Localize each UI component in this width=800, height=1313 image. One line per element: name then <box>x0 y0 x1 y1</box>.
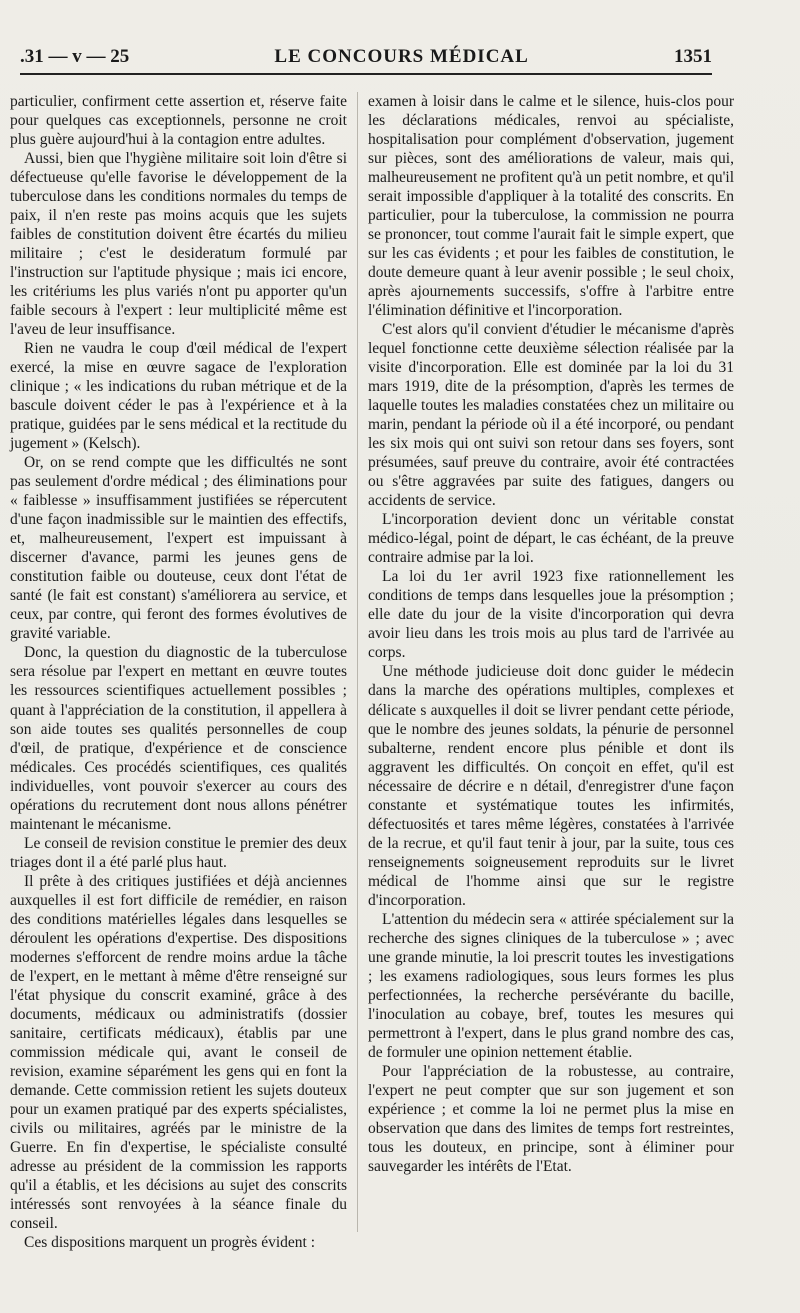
left-paragraph-8: Ces dispositions marquent un progrès évident : <box>24 1233 316 1251</box>
page-header <box>20 44 712 70</box>
right-paragraph-3: L'incorporation devient donc un véritable constat médico-légal, point de départ, le cas échéant, de la preuve contraire admise par la loi. <box>368 511 734 567</box>
issue-date: .31 — v — 25 <box>20 46 130 67</box>
left-paragraph-5: Donc, la question du diagnostic de la tuberculose sera résolue par l'expert en mettant en œuvre toutes les ressources scientifiques actuellement possibles ; quant à l'appréciation de la constitution, il appellera à son aide toutes ses qualités personnelles de coup d'œil, de pratique, d'expérience et de conscience médicales. Ces procédés scientifiques, ces qualités individuelles, vont pouvoir s'exercer au cours des opérations du recrutement dont nous allons pénétrer maintenant le mécanisme. <box>10 644 347 833</box>
right-paragraph-2: C'est alors qu'il convient d'étudier le mécanisme d'après lequel fonctionne cette deuxième sélection réalisée par la visite d'incorporation. Elle est dominée par la loi du 31 mars 1919, dite de la présomption, d'après les termes de laquelle toutes les maladies constatées chez un militaire ou marin, pendant la période où il a été incorporé, ou pendant les six mois qui ont suivi son retour dans ses foyers, sont présumées, sauf preuve du contraire, avoir été contractées ou s'être aggravées par suite des fatigues, dangers ou accidents de service. <box>368 321 734 510</box>
right-column <box>368 92 734 1176</box>
left-column <box>10 92 347 1252</box>
left-paragraph-7: Il prête à des critiques justifiées et déjà anciennes auxquelles il est fort difficile de remédier, en raison des conditions matérielles légales dans lesquelles se déroulent les opérations d'expertise. Des dispositions modernes s'efforcent de rendre moins ardue la tâche de l'expert, en le mettant à même d'être renseigné sur l'état physique du conscrit examiné, grâce à des documents, médicaux ou administratifs (dossier sanitaire, certificats médicaux), établis par une commission médicale qui, avant le conseil de revision, examine séparément les gens qui en font la demande. Cette commission retient les sujets douteux pour un examen pratiqué par des experts spécialistes, civils ou militaires, agréés par le ministre de la Guerre. En fin d'expertise, le spécialiste consulté adresse au président de la commission les rapports qu'il a établis, et les décisions au sujet des conscrits intéressés sont renvoyées à la séance finale du conseil. <box>10 872 347 1232</box>
left-paragraph-3: Rien ne vaudra le coup d'œil médical de l'expert exercé, la mise en œuvre sagace de l'exploration clinique ; « les indications du ruban métrique et de la bascule doivent céder le pas à l'expérience et à la pratique, guidées par le sens médical et la rectitude du jugement » (Kelsch). <box>10 340 347 453</box>
right-paragraph-7: Pour l'appréciation de la robustesse, au contraire, l'expert ne peut compter que sur son jugement et son expérience ; et comme la loi ne permet plus la mise en observation que dans des limites de temps fort restreintes, tous les douteux, en principe, sont à éliminer pour sauvegarder les intérêts de l'Etat. <box>368 1062 734 1175</box>
left-paragraph-6: Le conseil de revision constitue le premier des deux triages dont il a été parlé plus haut. <box>10 834 347 871</box>
left-paragraph-1: particulier, confirment cette assertion et, réserve faite pour quelques cas exceptionnels, personne ne croit plus guère aujourd'hui à la contagion entre adultes. <box>10 93 347 149</box>
header-rule <box>20 73 712 75</box>
right-paragraph-5: Une méthode judicieuse doit donc guider le médecin dans la marche des opérations multiples, complexes et délicate s auxquelles il doit se livrer pendant cette période, que le nombre des jeunes soldats, la pénurie de personnel subalterne, rendent encore plus pénible et dont ils aggravent les difficultés. On conçoit en effet, qu'il est nécessaire de décrire e n détail, d'enregistrer d'une façon constante et systématique toutes les infirmités, défectuosités et tares même légères, constatées à l'arrivée de la recrue, et qu'il faut tenir à jour, par la suite, tous ces renseignements soigneusement reproduits sur le livret médical de l'homme ainsi que sur le registre d'incorporation. <box>368 663 734 909</box>
right-paragraph-1: examen à loisir dans le calme et le silence, huis-clos pour les déclarations médicales, renvoi au spécialiste, hospitalisation pour complément d'observation, jugement sur pièces, sont des améliorations de valeur, mais qui, malheureusement ne profitent qu'à un petit nombre, et qu'il serait impossible d'appliquer à la totalité des conscrits. En particulier, pour la tuberculose, la commission ne pourra se prononcer, tout comme l'aurait fait le simple expert, que sur les cas évidents ; et pour les faibles de constitution, le doute demeure quant à leur avenir possible ; le seul choix, après ajournements successifs, s'offre à l'arbitre entre l'élimination définitive et l'incorporation. <box>368 93 734 320</box>
column-divider <box>357 92 358 1232</box>
page-number: 1351 <box>673 46 712 67</box>
right-paragraph-6: L'attention du médecin sera « attirée spécialement sur la recherche des signes cliniques de la tuberculose » ; avec une grande minutie, la loi prescrit toutes les investigations ; les examens radiologiques, sous leurs formes les plus perfectionnées, la recherche persévérante du bacille, l'inoculation au cobaye, bref, toutes les mesures qui permettront à l'expert, dans le plus grand nombre des cas, de formuler une opinion nettement établie. <box>368 910 734 1061</box>
left-paragraph-2: Aussi, bien que l'hygiène militaire soit loin d'être si défectueuse qu'elle favorise le développement de la tuberculose dans les conditions normales du temps de paix, il n'en reste pas moins acquis que les sujets faibles de constitution doivent être écartés du milieu militaire ; c'est le desideratum formulé par l'instruction sur l'aptitude physique ; mais ici encore, les critériums les plus variés n'ont pu apporter qu'un faible secours à l'expert : leur multiplicité même est l'aveu de leur insuffisance. <box>10 150 347 339</box>
journal-title: LE CONCOURS MÉDICAL <box>274 46 529 67</box>
right-paragraph-4: La loi du 1er avril 1923 fixe rationnellement les conditions de temps dans lesquelles joue la présomption ; elle date du jour de la visite d'incorporation qui devra avoir lieu dans les trois mois au plus tard de l'arrivée au corps. <box>368 568 734 662</box>
left-paragraph-4: Or, on se rend compte que les difficultés ne sont pas seulement d'ordre médical ; des éliminations pour « faiblesse » insuffisamment justifiées se répercutent d'une façon inadmissible sur le maintien des effectifs, et, malheureusement, l'expert est impuissant à discerner d'avance, parmi les jeunes gens de constitution faible ou douteuse, ceux dont l'état de santé (le fait est constant) s'améliorera au service, et ceux, par contre, qui feront des formes évolutives de gravité variable. <box>10 454 347 643</box>
